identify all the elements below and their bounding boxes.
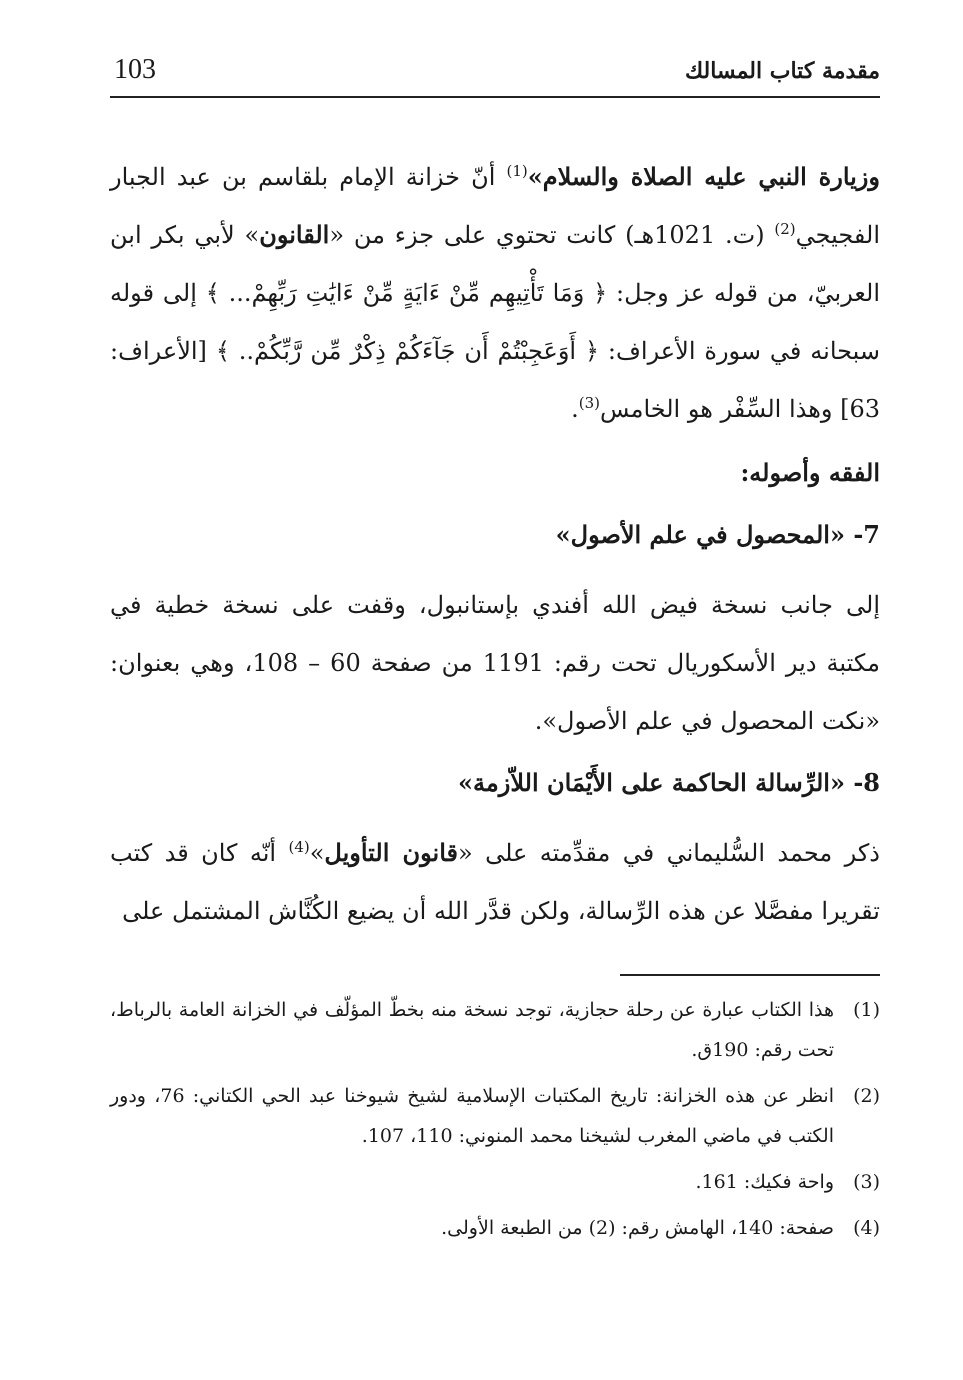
paragraph-3 xyxy=(110,824,880,940)
footnote-3 xyxy=(110,1162,880,1202)
page-body xyxy=(110,148,880,1248)
footnote-1 xyxy=(110,990,880,1070)
footnote-number: (4) xyxy=(853,1217,880,1239)
paragraph-1 xyxy=(110,148,880,438)
text-span: [الأعراف: 63] وهذا السِّفْر هو الخامس xyxy=(110,337,880,423)
text-span: أنّ خزانة الإمام بلقاسم بن عبد الجبار الفجيجي xyxy=(110,163,880,249)
footnote-text: هذا الكتاب عبارة عن رحلة حجازية، توجد نسخة منه بخطّ المؤلّف في الخزانة العامة بالرباط، تحت رقم: 190ق. xyxy=(110,999,834,1061)
footnote-text: واحة فكيك: 161. xyxy=(695,1171,834,1193)
text-span: » xyxy=(309,839,325,867)
footnote-number: (2) xyxy=(853,1085,880,1107)
item-8-heading: 8- «الرِّسالة الحاكمة على الأَيْمَان اللاّزمة» xyxy=(458,768,880,797)
footnote-4 xyxy=(110,1208,880,1248)
paragraph-2: إلى جانب نسخة فيض الله أفندي بإستانبول، وقفت على نسخة خطية في مكتبة دير الأسكوريال تحت رقم: 1191 من صفحة 60 – 108، وهي بعنوان: «نكت المحصول في علم الأصول». xyxy=(110,591,881,735)
text-span: » لأبي بكر ابن العربيّ، من قوله عز وجل: xyxy=(110,221,880,307)
footnote-text: انظر عن هذه الخزانة: تاريخ المكتبات الإسلامية لشيخ شيوخنا عبد الحي الكتاني: 76، ودور الكتب في ماضي المغرب لشيخنا محمد المنوني: 110، 107. xyxy=(110,1085,834,1147)
page-number: 103 xyxy=(114,54,156,85)
text-span: (ت. 1021هـ) كانت تحتوي على جزء من « xyxy=(329,221,775,249)
quran-verse-2: ﴿ أَوَعَجِبْتُمْ أَن جَآءَكُمْ ذِكْرٌ مِّن رَّبِّكُمْ.. ﴾ xyxy=(215,337,600,365)
text-span: ذكر محمد السُّليماني في مقدِّمته على « xyxy=(458,839,880,867)
quran-verse-1: ﴿ وَمَا تَأْتِيهِم مِّنْ ءَايَةٍ مِّنْ ءَايَٰتِ رَبِّهِمْ... ﴾ xyxy=(205,279,608,307)
footnotes xyxy=(110,990,880,1248)
book-page xyxy=(110,52,880,1352)
item-7-heading: 7- «المحصول في علم الأصول» xyxy=(555,520,880,549)
footnote-2 xyxy=(110,1076,880,1156)
section-heading: الفقه وأصوله: xyxy=(740,458,880,487)
running-title: مقدمة كتاب المسالك xyxy=(685,58,880,84)
footnote-ref-1: (1) xyxy=(506,162,528,180)
footnote-ref-4: (4) xyxy=(288,838,310,856)
bold-phrase: وزيارة النبي عليه الصلاة والسلام» xyxy=(527,162,880,191)
text-span: إلى قوله سبحانه في سورة الأعراف: xyxy=(110,279,881,365)
page-header xyxy=(110,52,880,98)
footnote-ref-2: (2) xyxy=(774,220,796,238)
bold-title: القانون xyxy=(259,220,330,249)
footnote-number: (1) xyxy=(853,999,880,1021)
footnote-number: (3) xyxy=(853,1171,880,1193)
footnote-divider xyxy=(620,974,880,976)
text-span: أنّه كان قد كتب تقريرا مفصَّلا عن هذه الرِّسالة، ولكن قدَّر الله أن يضيع الكُنَّاش المشتمل على xyxy=(110,839,880,925)
footnote-text: صفحة: 140، الهامش رقم: (2) من الطبعة الأولى. xyxy=(441,1217,834,1239)
bold-title: قانون التأويل xyxy=(324,838,459,867)
footnote-ref-3: (3) xyxy=(578,394,600,412)
text-span: . xyxy=(571,395,579,423)
